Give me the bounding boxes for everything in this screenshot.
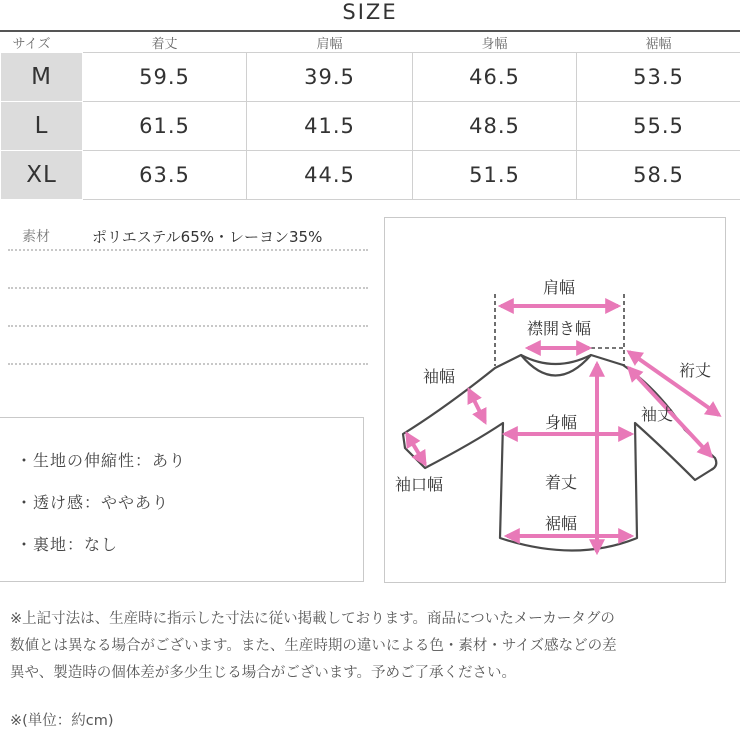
measurement-diagram-box (384, 217, 726, 583)
label-hem-width: 裾幅 (544, 514, 578, 533)
note-line-3: 異や、製造時の個体差が多少生じる場合がございます。予めご了承ください。 (10, 665, 517, 681)
label-yuki: 裄丈 (679, 361, 712, 380)
label-shoulder: 肩幅 (542, 278, 576, 297)
sleeve-width-arrow (469, 390, 485, 422)
table-cell: 44.5 (247, 151, 413, 200)
table-cell: 58.5 (577, 151, 740, 200)
table-cell: 46.5 (413, 53, 577, 102)
header-length: 着丈 (151, 37, 178, 52)
label-cuff-width: 袖口幅 (395, 475, 444, 494)
table-cell: 51.5 (413, 151, 577, 200)
label-neck-opening: 襟開き幅 (526, 319, 592, 338)
title-divider (0, 30, 740, 32)
table-row (1, 151, 740, 200)
material-label: 素材 (22, 229, 50, 245)
table-cell: 53.5 (577, 53, 740, 102)
table-cell: 63.5 (83, 151, 247, 200)
size-label: L (1, 102, 83, 151)
table-cell: 39.5 (247, 53, 413, 102)
feature-lining: ・裏地：なし (16, 535, 119, 554)
label-length: 着丈 (544, 473, 578, 492)
table-row (1, 53, 740, 102)
label-sleeve-width: 袖幅 (423, 367, 456, 386)
note-line-1: ※上記寸法は、生産時に指示した寸法に従い掲載しております。商品についたメーカータグの (10, 611, 615, 627)
table-cell: 61.5 (83, 102, 247, 151)
size-table-header (1, 33, 740, 53)
table-row (1, 102, 740, 151)
dotted-divider (8, 287, 368, 289)
feature-stretch: ・生地の伸縮性：あり (16, 451, 187, 470)
garment-diagram (385, 218, 725, 582)
dotted-divider (8, 325, 368, 327)
dotted-divider (8, 249, 368, 251)
size-table (0, 33, 740, 200)
header-size: サイズ (12, 37, 51, 52)
label-sleeve-length: 袖丈 (641, 405, 674, 424)
table-cell: 59.5 (83, 53, 247, 102)
unit-note: ※(単位：約cm) (10, 713, 114, 729)
header-body-width: 身幅 (481, 37, 508, 52)
material-value: ポリエステル65%・レーヨン35% (92, 228, 323, 246)
header-hem-width: 裾幅 (645, 37, 672, 52)
note-line-2: 数値とは異なる場合がございます。また、生産時期の違いによる色・素材・サイズ感などの差 (10, 638, 617, 654)
page-title: SIZE (342, 0, 398, 24)
size-label: XL (1, 151, 83, 200)
feature-sheerness: ・透け感：ややあり (16, 493, 170, 512)
table-cell: 48.5 (413, 102, 577, 151)
size-label: M (1, 53, 83, 102)
table-cell: 41.5 (247, 102, 413, 151)
header-shoulder: 肩幅 (316, 37, 343, 52)
neckline (521, 355, 591, 364)
table-cell: 55.5 (577, 102, 740, 151)
dotted-divider (8, 363, 368, 365)
label-body-width: 身幅 (544, 413, 578, 432)
